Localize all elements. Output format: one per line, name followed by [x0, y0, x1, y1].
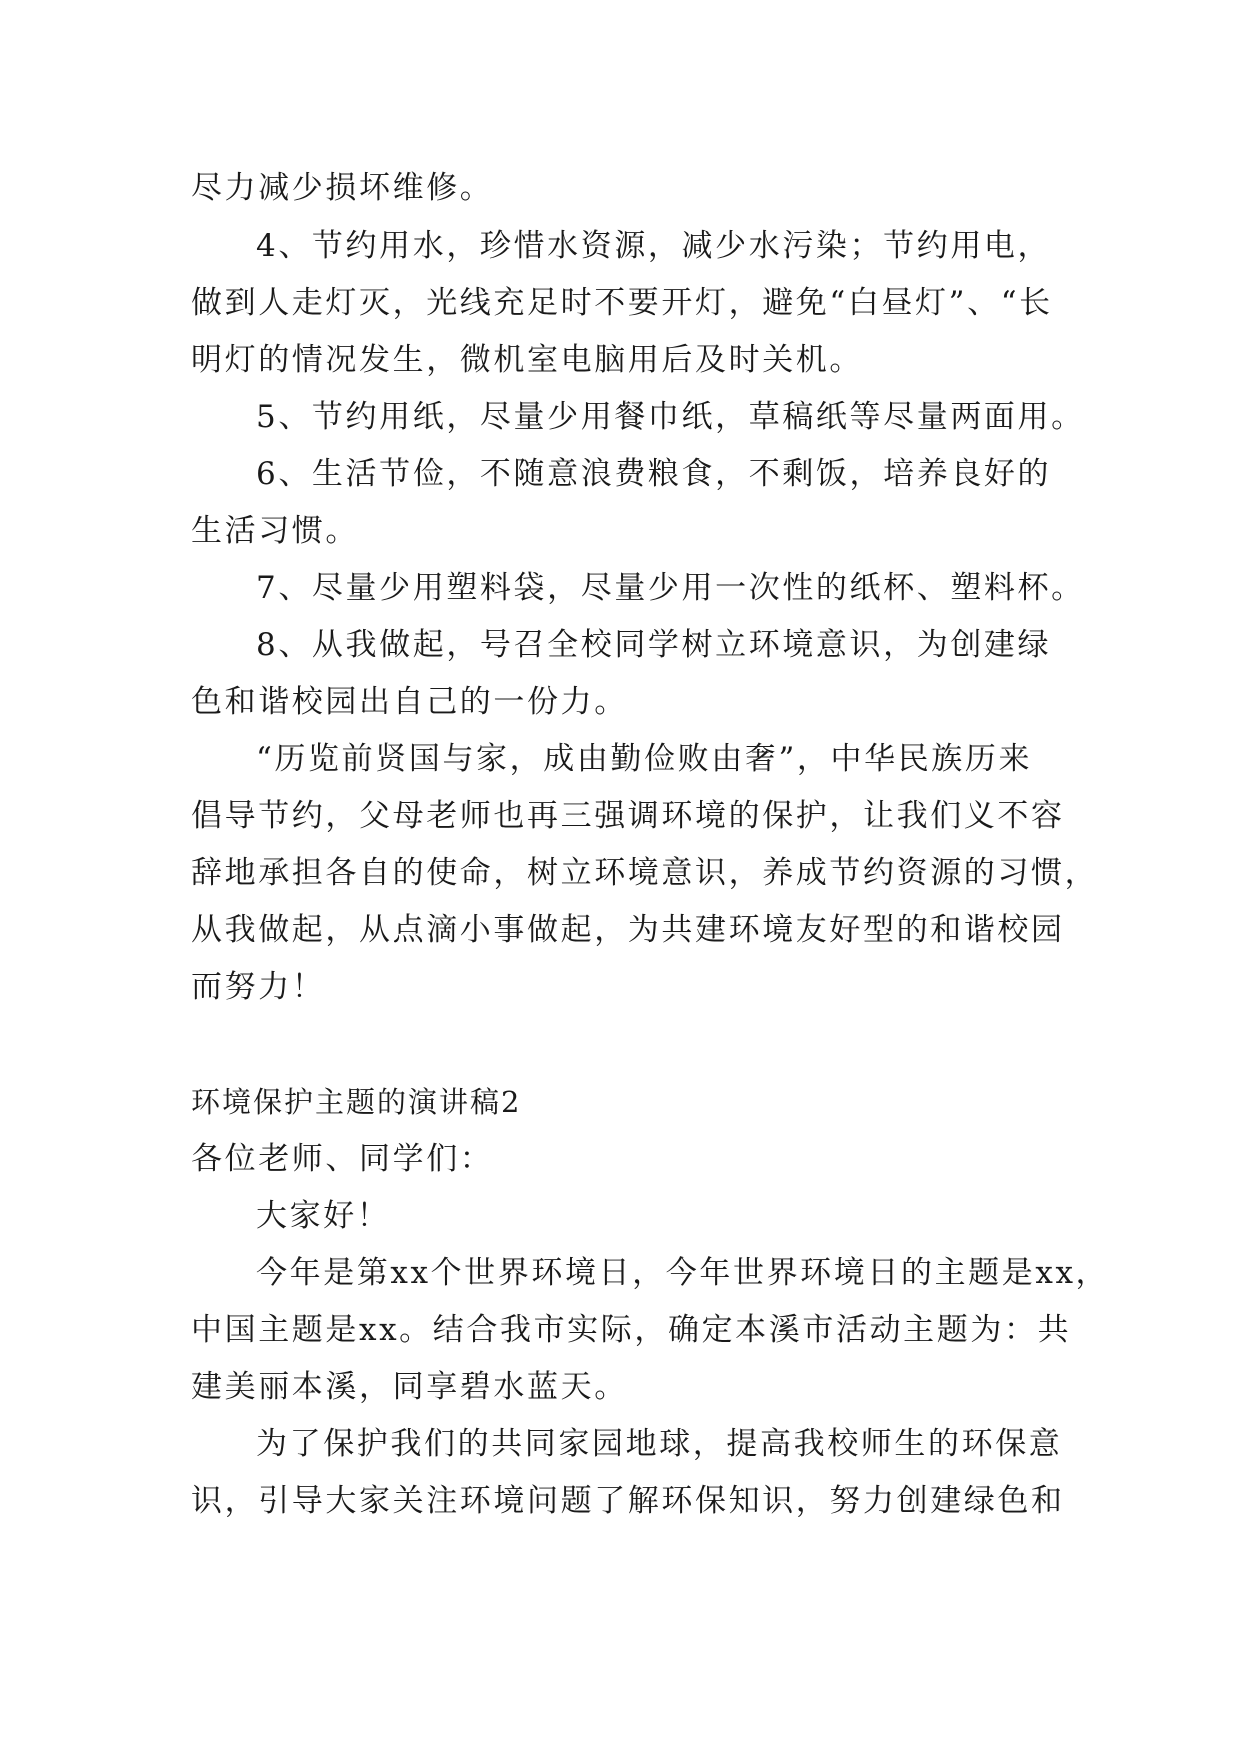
paragraph-line: 色和谐校园出自己的一份力。 — [191, 684, 628, 720]
paragraph-line: 5、节约用纸，尽量少用餐巾纸，草稿纸等尽量两面用。 — [256, 399, 1085, 435]
paragraph-line: 今年是第xx个世界环境日，今年世界环境日的主题是xx， — [256, 1255, 1110, 1291]
paragraph-line: 4、节约用水，珍惜水资源，减少水污染；节约用电， — [256, 228, 1052, 264]
paragraph-line: 从我做起，从点滴小事做起，为共建环境友好型的和谐校园 — [191, 912, 1065, 948]
paragraph-line: 识，引导大家关注环境问题了解环保知识，努力创建绿色和 — [191, 1483, 1065, 1519]
paragraph-line: 辞地承担各自的使命，树立环境意识，养成节约资源的习惯， — [191, 855, 1099, 891]
paragraph-line: “历览前贤国与家，成由勤俭败由奢”，中华民族历来 — [256, 741, 1033, 777]
paragraph-line: 为了保护我们的共同家园地球，提高我校师生的环保意 — [256, 1426, 1063, 1462]
paragraph-line: 尽力减少损坏维修。 — [191, 170, 494, 206]
paragraph-line: 明灯的情况发生，微机室电脑用后及时关机。 — [191, 342, 863, 378]
paragraph-line: 8、从我做起，号召全校同学树立环境意识，为创建绿 — [256, 627, 1052, 663]
paragraph-line: 生活习惯。 — [191, 513, 359, 549]
paragraph-line: 7、尽量少用塑料袋，尽量少用一次性的纸杯、塑料杯。 — [256, 570, 1085, 606]
paragraph-line: 倡导节约，父母老师也再三强调环境的保护，让我们义不容 — [191, 798, 1065, 834]
section-heading: 环境保护主题的演讲稿2 — [191, 1085, 522, 1119]
paragraph-line: 而努力！ — [191, 969, 326, 1005]
paragraph-line: 建美丽本溪，同享碧水蓝天。 — [191, 1369, 628, 1405]
greeting: 大家好！ — [256, 1198, 391, 1234]
paragraph-line: 做到人走灯灭，光线充足时不要开灯，避免“白昼灯”、“长 — [191, 285, 1053, 321]
salutation: 各位老师、同学们： — [191, 1141, 494, 1177]
paragraph-line: 6、生活节俭，不随意浪费粮食，不剩饭，培养良好的 — [256, 456, 1052, 492]
paragraph-line: 中国主题是xx。结合我市实际，确定本溪市活动主题为：共 — [191, 1312, 1072, 1348]
